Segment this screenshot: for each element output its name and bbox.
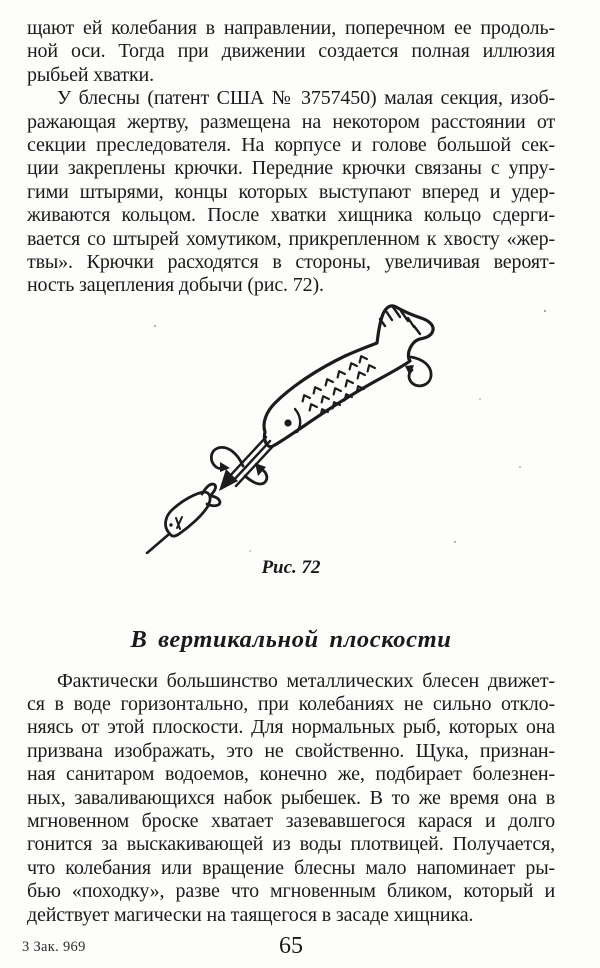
text-line: действует магически на таящегося в засаде хищника.	[27, 903, 474, 926]
text-line: няясь от этой плоскости. Для нормальных рыб, которых она	[27, 716, 555, 739]
clevis	[219, 469, 238, 491]
page-footer	[22, 932, 555, 959]
big-lure-fish	[264, 306, 433, 447]
text-line: гонится за выскакивающей из воды плотвицей. Получается,	[27, 833, 555, 856]
text-line: ции закреплены крючки. Передние крючки связаны с упру-	[27, 157, 555, 180]
paragraph-vertical-plane	[27, 670, 555, 927]
text-line: бью «походку», разве что мгновенным бликом, который и	[27, 880, 555, 903]
small-bait-fish	[147, 484, 220, 553]
text-line: ная санитаром водоемов, конечно же, подбирает болезнен-	[27, 763, 555, 786]
text-line: мгновенном броске хватает зазевавшегося карася и долго	[27, 810, 555, 833]
text-line: живаются кольцом. После хватки хищника кольцо сдерги-	[27, 204, 555, 227]
text-line: У блесны (патент США № 3757450) малая секция, изоб-	[57, 87, 555, 110]
text-line: гими штырями, концы которых выступают вперед и удер-	[27, 180, 555, 203]
text-line: твы». Крючки расходятся в стороны, увеличивая вероят-	[27, 250, 555, 273]
text-line: Фактически большинство металлических блесен движет-	[57, 669, 555, 692]
text-line: призвана изображать, это не свойственно. Щука, признан-	[27, 739, 555, 762]
text-line: ных, заваливающихся набок рыбешек. В то же время она в	[27, 786, 555, 809]
tail-fin-hatches	[380, 307, 420, 334]
text-line: ность зацепления добычи (рис. 72).	[27, 274, 324, 297]
text-line: секции преследователя. На корпусе и голове большой сек-	[27, 133, 555, 156]
text-line: щают ей колебания в направлении, поперечном ее продоль-	[27, 17, 555, 39]
text-line: ся в воде горизонтально, при колебаниях не сильно откло-	[27, 693, 555, 716]
figure-72	[27, 302, 555, 580]
section-heading: В вертикальной плоскости	[130, 625, 452, 653]
imprint-note: 3 Зак. 969	[22, 938, 86, 955]
leader-line	[147, 535, 168, 553]
text-line: вается со штырей хомутиком, прикрепленном к хвосту «жер-	[27, 227, 555, 250]
lure-sketch-drawing	[100, 302, 560, 554]
scan-speckles	[154, 310, 546, 552]
bait-eye	[169, 523, 172, 526]
bait-marks	[176, 517, 182, 529]
scale-marks	[301, 354, 375, 415]
text-line: ной оси. Тогда при движении создается полная иллюзия	[27, 40, 555, 63]
fish-eye	[284, 419, 291, 426]
figure-caption: Рис. 72	[261, 556, 321, 578]
front-hooks-and-pin	[211, 437, 274, 491]
page-number: 65	[279, 932, 303, 959]
paragraph-lure-patent	[27, 87, 555, 298]
text-line: ражающая жертву, размещена на некотором расстоянии от	[27, 110, 555, 133]
text-line: что колебания или вращение блесны мало напоминает ры-	[27, 856, 555, 879]
text-line: рыбьей хватки.	[27, 63, 154, 86]
paragraph-continuation	[27, 17, 555, 87]
